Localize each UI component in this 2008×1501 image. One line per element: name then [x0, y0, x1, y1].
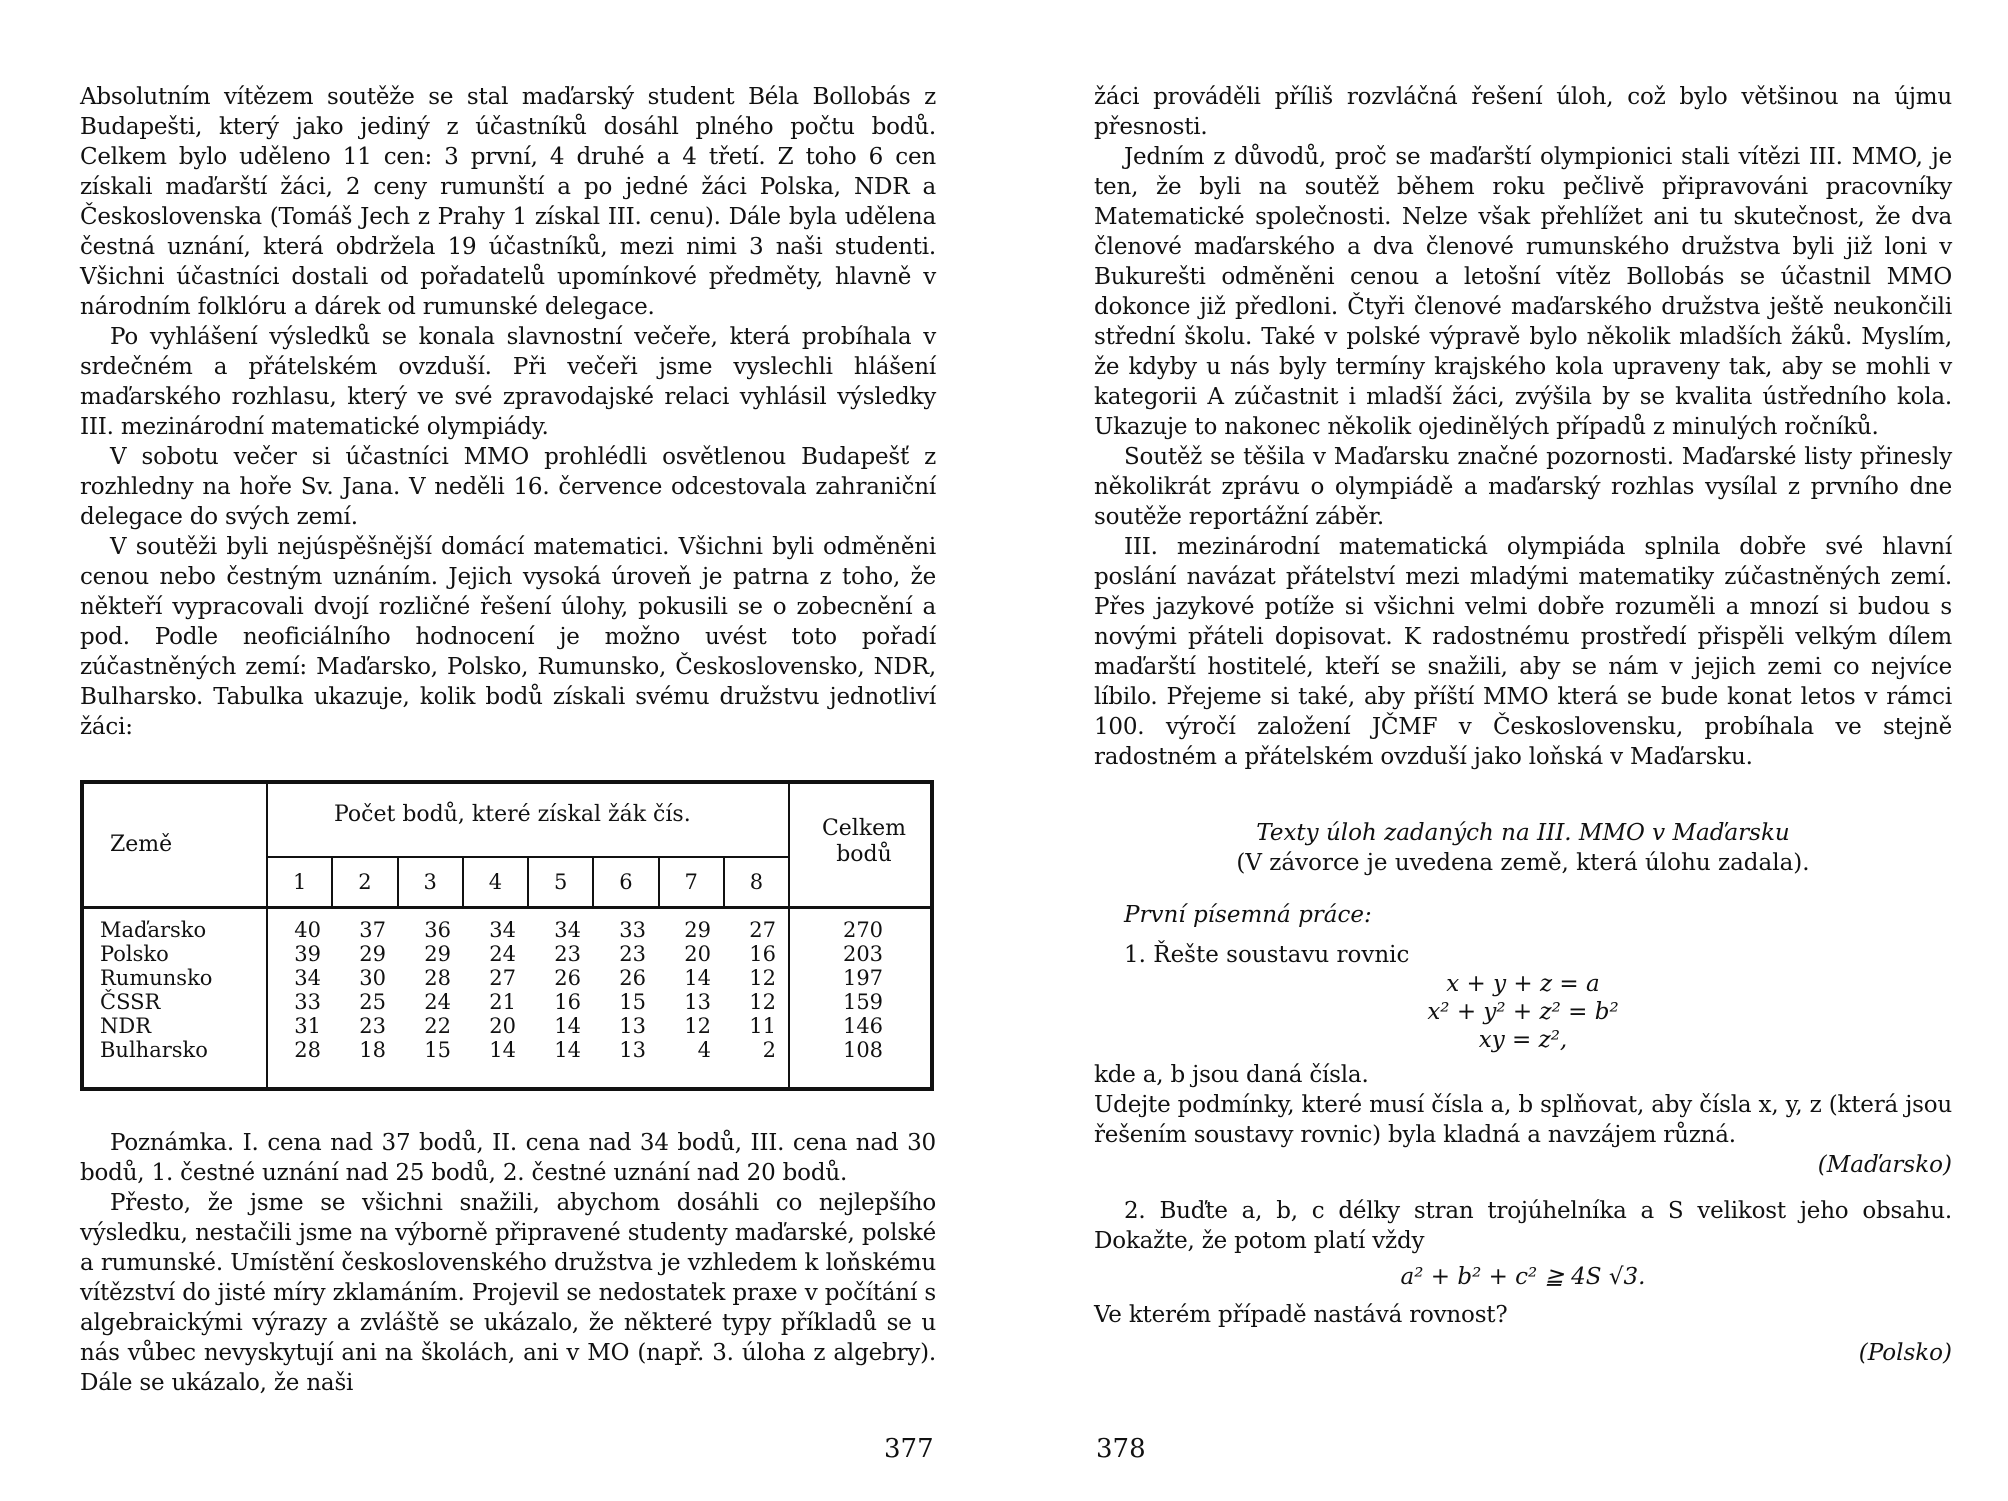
points-cell: 26 — [554, 966, 581, 990]
paragraph: Přesto, že jsme se všichni snažili, abychom dosáhli co nejlepšího výsledku, nestačili jsme na výborně připravené studenty maďarské, polské a rumunské. Umístění československého družstva je vzhledem k loňskému vítězství do jisté míry zklamáním. Projevil se nedostatek praxe v počítání s algebraickými výrazy a zvláště se ukázalo, že některé typy příkladů se u nás vůbec nevyskytují ani na školách, ani v MO (např. 3. úloha z algebry). Dále se ukázalo, že naši — [80, 1190, 936, 1396]
points-cell: 28 — [294, 1038, 321, 1062]
section-title: Texty úloh zadaných na III. MMO v Maďarsku — [1256, 820, 1790, 846]
student-number: 2 — [333, 858, 398, 906]
paragraph: Jedním z důvodů, proč se maďarští olympionici stali vítězi III. MMO, je ten, že byli na soutěž během roku pečlivě připravováni pracovníky Matematické společnosti. Nelze však přehlížet ani tu skutečnost, že dva členové maďarského a dva členové rumunského družstva byli již loni v Bukurešti odměněni cenou a letošní vítěz Bollobás se účastnil MMO dokonce již předloni. Čtyři členové maďarského družstva ještě neukončili střední školu. Také v polské výpravě bylo několik mladších žáků. Myslím, že kdyby u nás byly termíny krajského kola upraveny tak, aby se mohli v kategorii A zúčastnit i mladší žáci, zvýšila by se kvalita ústředního kola. Ukazuje to nakonec několik ojedinělých případů z minulých ročníků. — [1094, 144, 1952, 440]
student-number: 3 — [399, 858, 464, 906]
points-cell: 33 — [294, 990, 321, 1014]
points-cell: 18 — [359, 1038, 386, 1062]
points-cell: 39 — [294, 942, 321, 966]
table-divider — [84, 906, 930, 909]
table-header-points: Počet bodů, které získal žák čís. — [334, 802, 691, 827]
points-cell: 26 — [619, 966, 646, 990]
points-cell: 12 — [684, 1014, 711, 1038]
table-row — [84, 966, 930, 990]
paragraph: Soutěž se těšila v Maďarsku značné pozornosti. Maďarské listy přinesly několikrát zprávu o olympiádě a maďarský rozhlas vysílal z prvního dne soutěže reportážní záběr. — [1094, 444, 1952, 530]
table-header-total: Celkem bodů — [821, 816, 907, 867]
task1-country: (Maďarsko) — [1817, 1152, 1952, 1178]
table-body — [84, 918, 930, 1062]
points-cell: 16 — [749, 942, 776, 966]
country-cell: NDR — [100, 1014, 152, 1038]
paragraph: Poznámka. I. cena nad 37 bodů, II. cena nad 34 bodů, III. cena nad 30 bodů, 1. čestné uznání nad 25 bodů, 2. čestné uznání nad 20 bodů. — [80, 1130, 936, 1186]
student-number: 8 — [749, 870, 764, 894]
paragraph: V soutěži byli nejúspěšnější domácí matematici. Všichni byli odměněni cenou nebo čestným uznáním. Jejich vysoká úroveň je patrna z toho, že někteří vypracovali dvojí rozličné řešení úlohy, pokusili se o zobecnění a pod. Podle neoficiálního hodnocení je možno uvést toto pořadí zúčastněných zemí: Maďarsko, Polsko, Rumunsko, Československo, NDR, Bulharsko. Tabulka ukazuje, kolik bodů získali svému družstvu jednotliví žáci: — [80, 534, 936, 740]
paragraph: Po vyhlášení výsledků se konala slavnostní večeře, která probíhala v srdečném a přátelském ovzduší. Při večeři jsme vyslechli hlášení maďarského rozhlasu, který ve své zpravodajské relaci vyhlásil výsledky III. mezinárodní matematické olympiády. — [80, 324, 936, 440]
points-cell: 15 — [619, 990, 646, 1014]
student-number: 4 — [464, 858, 529, 906]
total-cell: 203 — [842, 942, 884, 966]
points-cell: 20 — [684, 942, 711, 966]
right-column — [1094, 82, 1952, 1368]
task2-intro: 2. Buďte a, b, c délky stran trojúhelníka a S velikost jeho obsahu. Dokažte, že potom platí vždy — [1094, 1198, 1952, 1254]
paragraph: Absolutním vítězem soutěže se stal maďarský student Béla Bollobás z Budapešti, který jako jediný z účastníků dosáhl plného počtu bodů. Celkem bylo uděleno 11 cen: 3 první, 4 druhé a 4 třetí. Z toho 6 cen získali maďarští žáci, 2 ceny rumunští a po jedné žáci Polska, NDR a Československa (Tomáš Jech z Prahy 1 získal III. cenu). Dále byla udělena čestná uznání, která obdržela 19 účastníků, mezi nimi 3 naši studenti. Všichni účastníci dostali od pořadatelů upomínkové předměty, hlavně v národním folklóru a dárek od rumunské delegace. — [80, 84, 936, 320]
points-cell: 14 — [489, 1038, 516, 1062]
points-cell: 24 — [424, 990, 451, 1014]
table-student-numbers — [268, 858, 788, 906]
country-cell: ČSSR — [100, 990, 161, 1014]
points-cell: 40 — [294, 918, 321, 942]
country-cell: Maďarsko — [100, 918, 207, 942]
country-cell: Bulharsko — [100, 1038, 208, 1062]
points-cell: 33 — [619, 918, 646, 942]
points-cell: 23 — [619, 942, 646, 966]
page-number: 377 — [884, 1434, 934, 1464]
points-cell: 29 — [359, 942, 386, 966]
points-cell: 11 — [749, 1014, 776, 1038]
points-cell: 23 — [359, 1014, 386, 1038]
points-cell: 12 — [749, 966, 776, 990]
task2-equation: a² + b² + c² ≧ 4S √3. — [1400, 1264, 1646, 1290]
points-cell: 20 — [489, 1014, 516, 1038]
points-cell: 25 — [359, 990, 386, 1014]
points-cell: 24 — [489, 942, 516, 966]
task2-country: (Polsko) — [1858, 1340, 1952, 1366]
table-row — [84, 1014, 930, 1038]
table-divider — [788, 784, 790, 906]
table-row — [84, 918, 930, 942]
total-cell: 270 — [842, 918, 884, 942]
points-cell: 23 — [554, 942, 581, 966]
points-cell: 14 — [554, 1038, 581, 1062]
total-cell: 108 — [842, 1038, 884, 1062]
points-cell: 14 — [684, 966, 711, 990]
total-cell: 146 — [842, 1014, 884, 1038]
left-column-top — [80, 82, 936, 742]
points-cell: 15 — [424, 1038, 451, 1062]
points-cell: 29 — [684, 918, 711, 942]
student-number: 7 — [660, 858, 725, 906]
total-cell: 159 — [842, 990, 884, 1014]
points-cell: 37 — [359, 918, 386, 942]
points-cell: 27 — [749, 918, 776, 942]
page-number: 378 — [1096, 1434, 1146, 1464]
points-cell: 14 — [554, 1014, 581, 1038]
points-cell: 12 — [749, 990, 776, 1014]
first-work-heading: První písemná práce: — [1124, 902, 1372, 928]
points-cell: 31 — [294, 1014, 321, 1038]
points-cell: 30 — [359, 966, 386, 990]
task2-question: Ve kterém případě nastává rovnost? — [1094, 1302, 1508, 1328]
points-cell: 21 — [489, 990, 516, 1014]
points-cell: 34 — [554, 918, 581, 942]
points-cell: 13 — [619, 1038, 646, 1062]
points-cell: 29 — [424, 942, 451, 966]
student-number: 5 — [529, 858, 594, 906]
task1-equation: x² + y² + z² = b² — [1427, 999, 1619, 1025]
table-divider — [268, 856, 788, 858]
points-cell: 16 — [554, 990, 581, 1014]
points-cell: 22 — [424, 1014, 451, 1038]
student-number: 1 — [268, 858, 333, 906]
table-row — [84, 942, 930, 966]
task1-equation: xy = z², — [1478, 1027, 1568, 1053]
points-cell: 13 — [684, 990, 711, 1014]
results-table — [80, 780, 934, 1091]
country-cell: Polsko — [100, 942, 169, 966]
points-cell: 13 — [619, 1014, 646, 1038]
points-cell: 34 — [489, 918, 516, 942]
points-cell: 2 — [762, 1038, 776, 1062]
student-number: 6 — [594, 858, 659, 906]
points-cell: 27 — [489, 966, 516, 990]
left-column-bottom — [80, 1128, 936, 1398]
table-row — [84, 990, 930, 1014]
points-cell: 4 — [697, 1038, 711, 1062]
table-row — [84, 1038, 930, 1062]
total-cell: 197 — [842, 966, 884, 990]
task1-equation: x + y + z = a — [1446, 971, 1600, 997]
paragraph: V sobotu večer si účastníci MMO prohlédli osvětlenou Budapešť z rozhledny na hoře Sv. Jana. V neděli 16. července odcestovala zahraniční delegace do svých zemí. — [80, 444, 936, 530]
points-cell: 28 — [424, 966, 451, 990]
points-cell: 36 — [424, 918, 451, 942]
paragraph: žáci prováděli příliš rozvláčná řešení úloh, což bylo většinou na újmu přesnosti. — [1094, 84, 1952, 140]
table-header-country: Země — [110, 832, 173, 857]
table-divider — [266, 784, 268, 906]
task1-intro: 1. Řešte soustavu rovnic — [1124, 942, 1410, 968]
paragraph: III. mezinárodní matematická olympiáda splnila dobře své hlavní poslání navázat přátelství mezi mladými matematiky zúčastněných zemí. Přes jazykové potíže si všichni velmi dobře rozuměli a mnozí si budou s novými přáteli dopisovat. K radostnému prostředí přispěli velkým dílem maďarští hostitelé, kteří se snažili, aby se nám v jejich zemi co nejvíce líbilo. Přejeme si také, aby příští MMO která se bude konat letos v rámci 100. výročí založení JČMF v Československu, probíhala ve stejně radostném a přátelském ovzduší jako loňská v Maďarsku. — [1094, 534, 1952, 770]
section-subtitle: (V závorce je uvedena země, která úlohu zadala). — [1236, 850, 1810, 876]
country-cell: Rumunsko — [100, 966, 213, 990]
task1-text: Udejte podmínky, které musí čísla a, b splňovat, aby čísla x, y, z (která jsou řešením soustavy rovnic) byla kladná a navzájem různá. — [1094, 1092, 1952, 1148]
points-cell: 34 — [294, 966, 321, 990]
task1-where: kde a, b jsou daná čísla. — [1094, 1062, 1369, 1088]
